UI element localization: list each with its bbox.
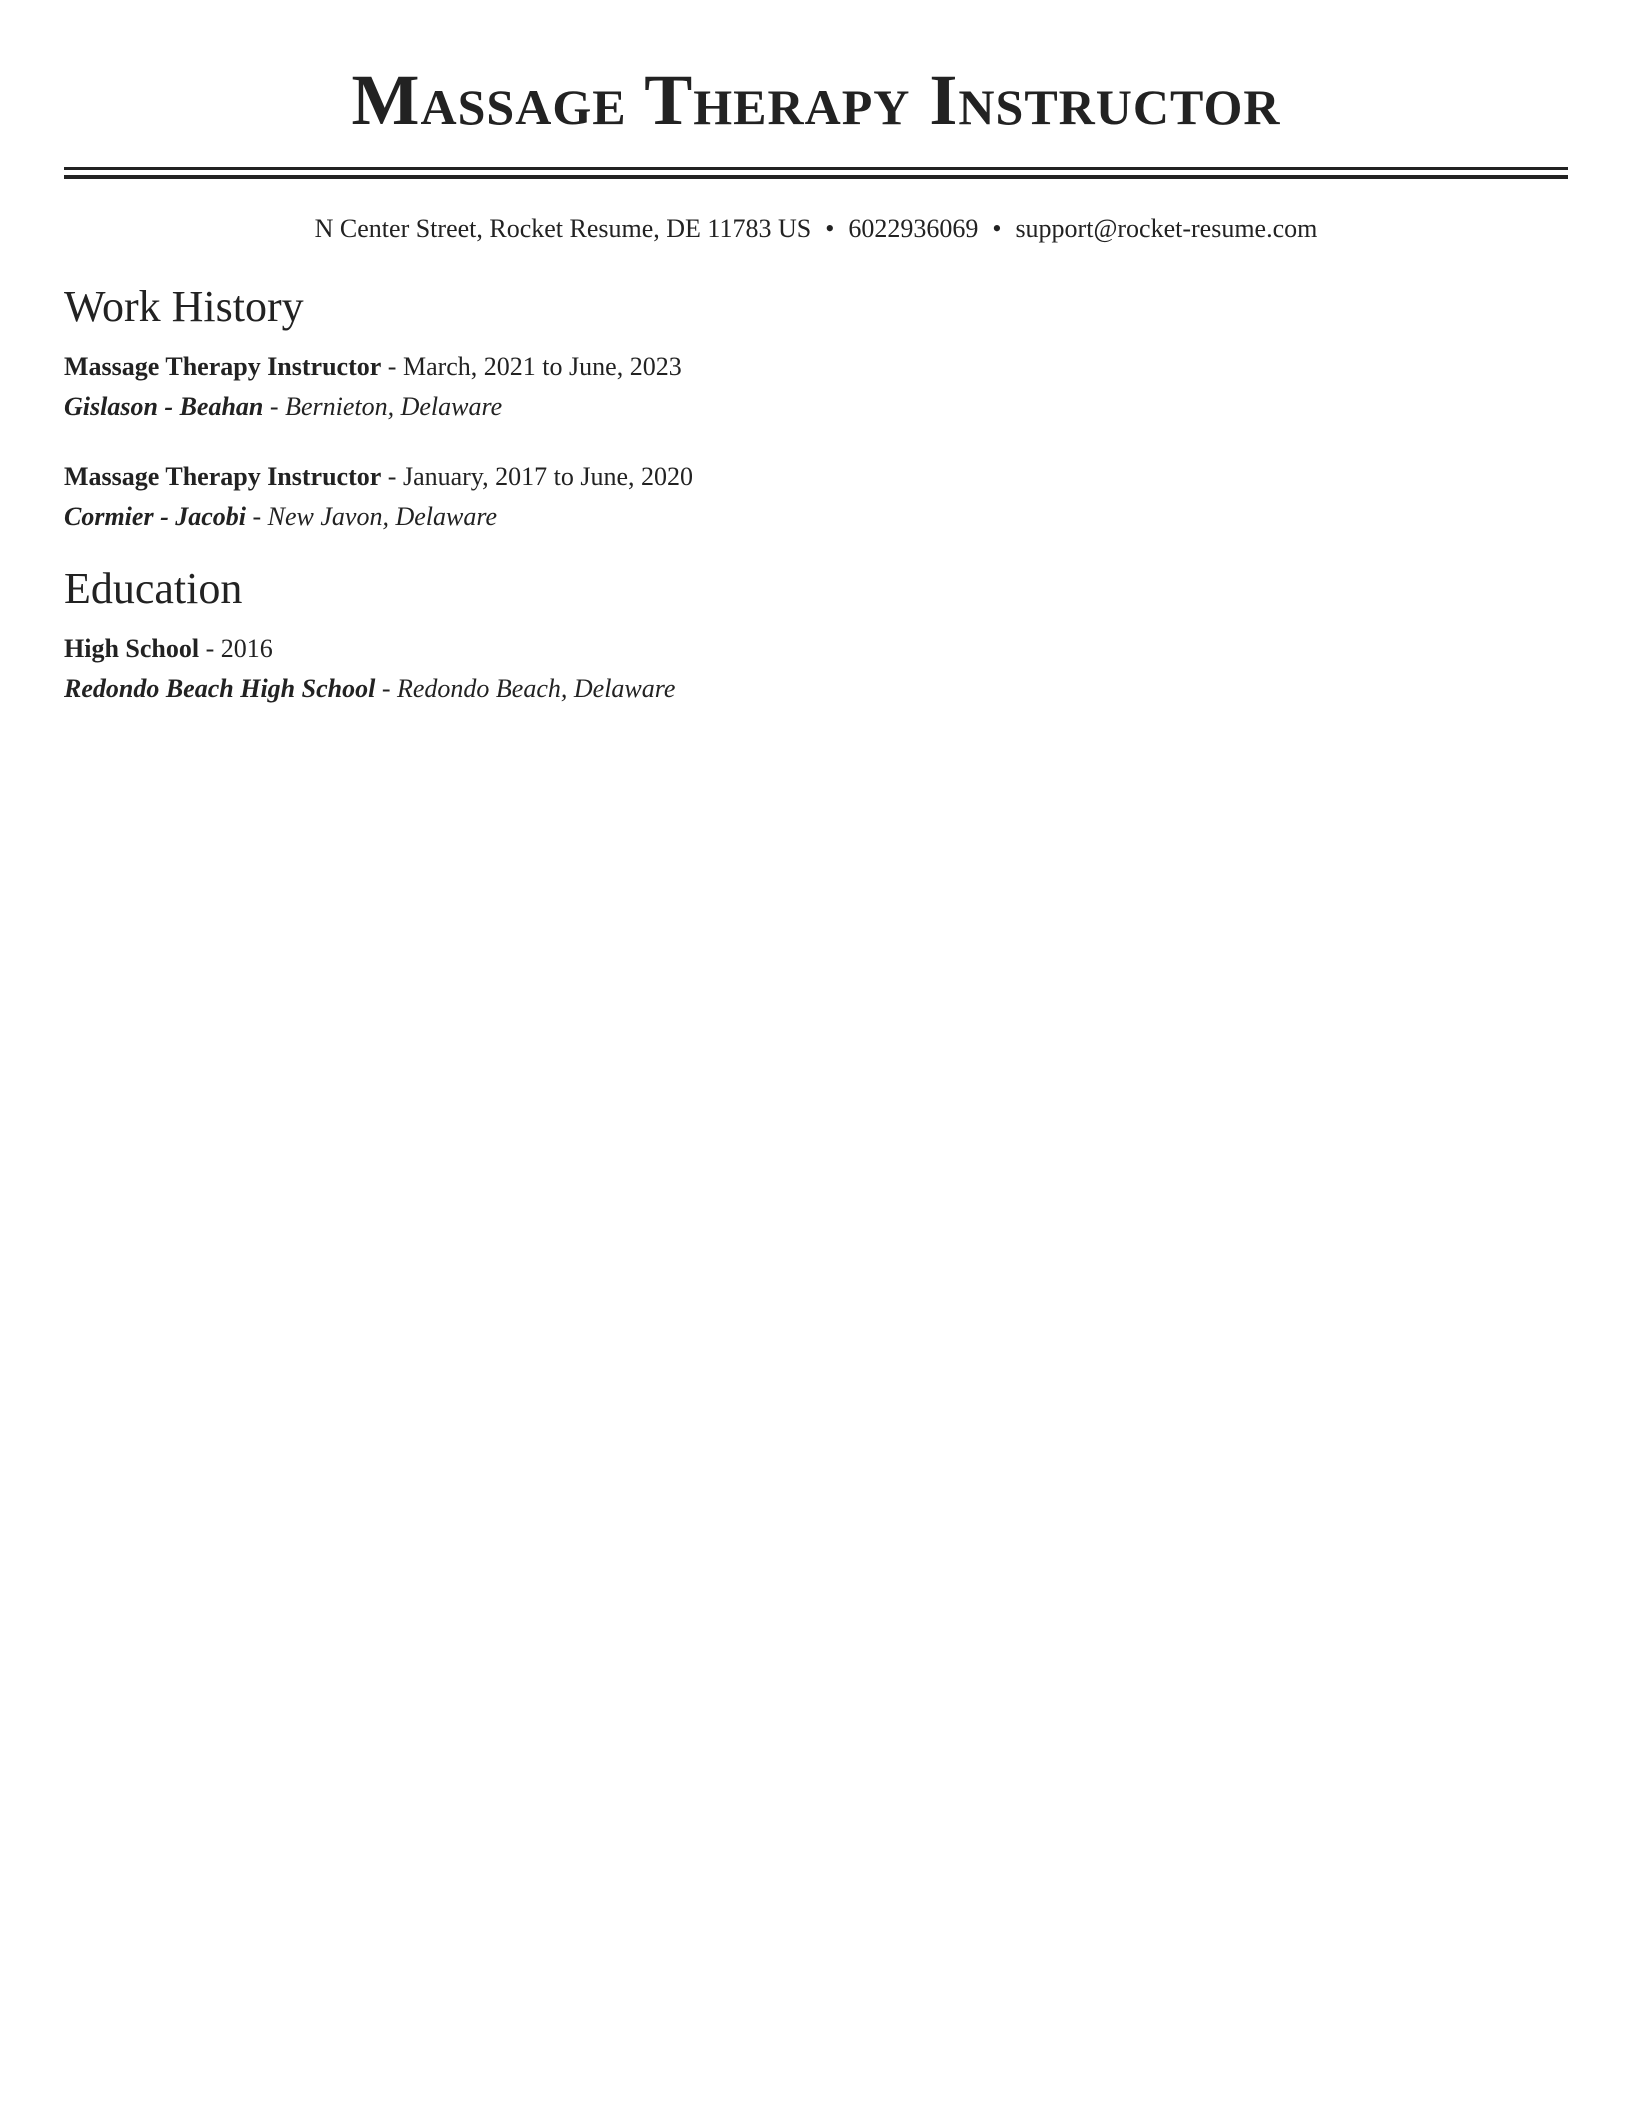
company-name: Cormier - Jacobi	[64, 502, 246, 531]
work-entry-company-line	[64, 387, 1568, 427]
dash: -	[387, 352, 397, 381]
contact-email: support@rocket-resume.com	[1015, 214, 1318, 243]
job-dates: March, 2021 to June, 2023	[402, 352, 682, 381]
contact-line	[64, 213, 1568, 245]
work-entry	[64, 457, 1568, 537]
graduation-year: 2016	[220, 634, 273, 663]
work-entry	[64, 347, 1568, 427]
company-location: New Javon, Delaware	[267, 502, 498, 531]
school-name: Redondo Beach High School	[64, 674, 376, 703]
dash: -	[205, 634, 215, 663]
work-entry-title-line	[64, 457, 1568, 497]
title-divider-bottom	[64, 175, 1568, 179]
education-entry	[64, 629, 1568, 709]
job-title: Massage Therapy Instructor	[64, 352, 382, 381]
dash: -	[387, 462, 397, 491]
work-entry-company-line	[64, 497, 1568, 537]
company-location: Bernieton, Delaware	[285, 392, 503, 421]
contact-address: N Center Street, Rocket Resume, DE 11783 US	[314, 214, 812, 243]
education-entry-school-line	[64, 669, 1568, 709]
school-location: Redondo Beach, Delaware	[397, 674, 676, 703]
resume-title: Massage Therapy Instructor	[351, 60, 1281, 140]
contact-separator: •	[992, 214, 1002, 243]
title-divider-top	[64, 167, 1568, 170]
dash: -	[269, 392, 279, 421]
company-name: Gislason - Beahan	[64, 392, 264, 421]
dash: -	[252, 502, 262, 531]
work-entry-title-line	[64, 347, 1568, 387]
education-heading: Education	[64, 564, 243, 613]
degree: High School	[64, 634, 200, 663]
education-entry-degree-line	[64, 629, 1568, 669]
dash: -	[381, 674, 391, 703]
job-dates: January, 2017 to June, 2020	[402, 462, 694, 491]
contact-separator: •	[825, 214, 835, 243]
work-history-heading: Work History	[64, 282, 304, 331]
resume-page	[64, 0, 1568, 709]
job-title: Massage Therapy Instructor	[64, 462, 382, 491]
contact-phone: 6022936069	[848, 214, 979, 243]
